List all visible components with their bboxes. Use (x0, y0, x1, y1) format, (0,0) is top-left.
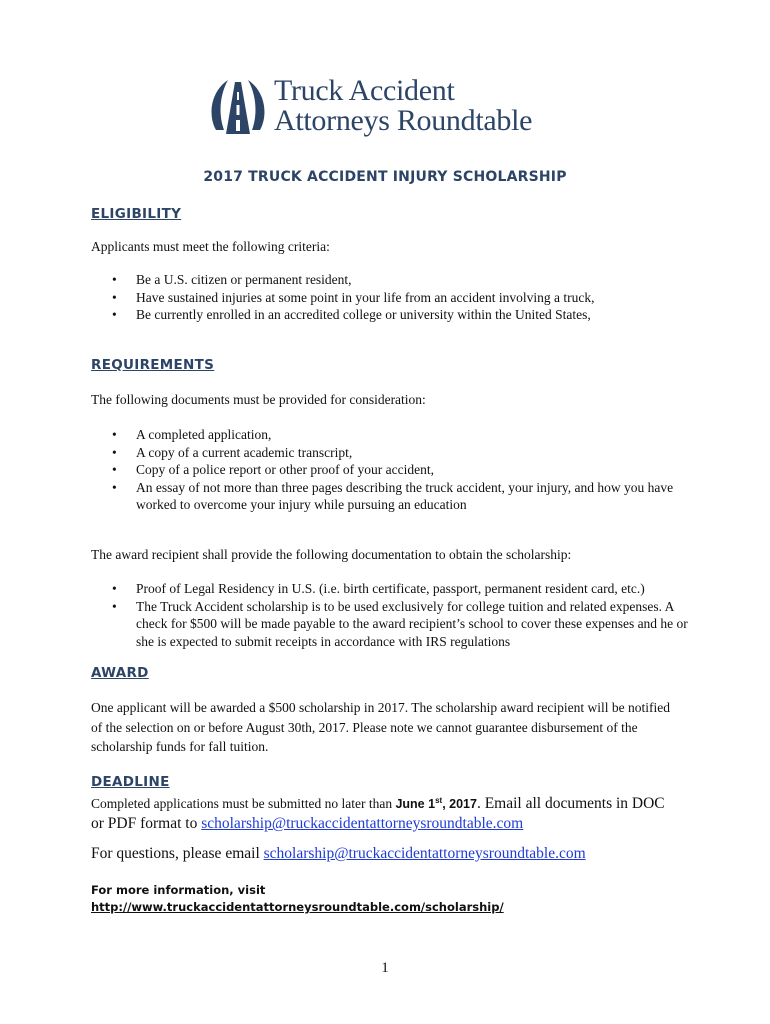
requirements-list (91, 426, 691, 514)
logo-line-2: Attorneys Roundtable (274, 104, 533, 137)
deadline-date: June 1st, 2017 (395, 796, 477, 812)
document-title: 2017 TRUCK ACCIDENT INJURY SCHOLARSHIP (203, 169, 567, 185)
award-docs-intro: The award recipient shall provide the following documentation to obtain the scholarship: (91, 547, 572, 562)
bullet-icon: • (112, 479, 117, 495)
award-text: One applicant will be awarded a $500 scholarship in 2017. The scholarship award recipient will be notified of the selection on or before August 30th, 2017. Please note we cannot guarantee disbursement of the scholarship funds for fall tuition. (91, 700, 670, 754)
deadline-email-link[interactable]: scholarship@truckaccidentattorneysroundtable.com (201, 815, 524, 833)
requirements-heading: REQUIREMENTS (91, 357, 215, 373)
eligibility-intro: Applicants must meet the following criteria: (91, 239, 330, 254)
scholarship-url-link[interactable]: http://www.truckaccidentattorneysroundtable.com/scholarship/ (91, 900, 504, 914)
logo (206, 72, 576, 142)
award-docs-list (91, 580, 691, 650)
bullet-icon: • (112, 272, 117, 287)
deadline-text: Completed applications must be submitted no later than June 1st, 2017. Email all documents in DOC or PDF format to scholarship@truckaccidentattorneysroundtable.com (91, 795, 665, 833)
award-heading: AWARD (91, 665, 149, 681)
bullet-icon: • (112, 598, 117, 614)
logo-wordmark (274, 76, 532, 136)
list-item: • Copy of a police report or other proof of your accident, (112, 462, 435, 477)
requirements-intro: The following documents must be provided for consideration: (91, 392, 426, 407)
page-number: 1 (381, 960, 389, 976)
list-item: • Proof of Legal Residency in U.S. (i.e. birth certificate, passport, permanent resident card, etc.) (112, 581, 645, 596)
eligibility-heading: ELIGIBILITY (91, 206, 182, 222)
list-item: • A completed application, (112, 427, 272, 442)
more-info (91, 882, 731, 916)
questions-line: For questions, please email scholarship@truckaccidentattorneysroundtable.com (91, 845, 586, 862)
road-logo-icon (206, 72, 270, 138)
list-item: • A copy of a current academic transcript, (112, 444, 353, 460)
more-info-label: For more information, visit (91, 883, 266, 897)
list-item: • Have sustained injuries at some point in your life from an accident involving a truck, (112, 289, 595, 305)
list-item: • Be a U.S. citizen or permanent resident, (112, 272, 352, 287)
logo-line-1: Truck Accident (274, 74, 455, 107)
bullet-icon: • (112, 289, 117, 305)
bullet-icon: • (112, 581, 117, 596)
eligibility-list (91, 271, 691, 324)
questions-email-link[interactable]: scholarship@truckaccidentattorneysroundtable.com (263, 845, 586, 862)
bullet-icon: • (112, 462, 117, 477)
list-item: • Be currently enrolled in an accredited college or university within the United States, (112, 307, 591, 322)
bullet-icon: • (112, 427, 117, 442)
deadline-heading: DEADLINE (91, 774, 170, 790)
bullet-icon: • (112, 307, 117, 322)
bullet-icon: • (112, 444, 117, 460)
list-item: • The Truck Accident scholarship is to be used exclusively for college tuition and related expenses. A check for $500 will be made payable to the award recipient’s school to cover these expenses and he or she is expected to submit receipts in accordance with IRS regulations (112, 598, 688, 649)
list-item: • An essay of not more than three pages describing the truck accident, your injury, and how you have worked to overcome your injury while pursuing an education (112, 479, 674, 512)
